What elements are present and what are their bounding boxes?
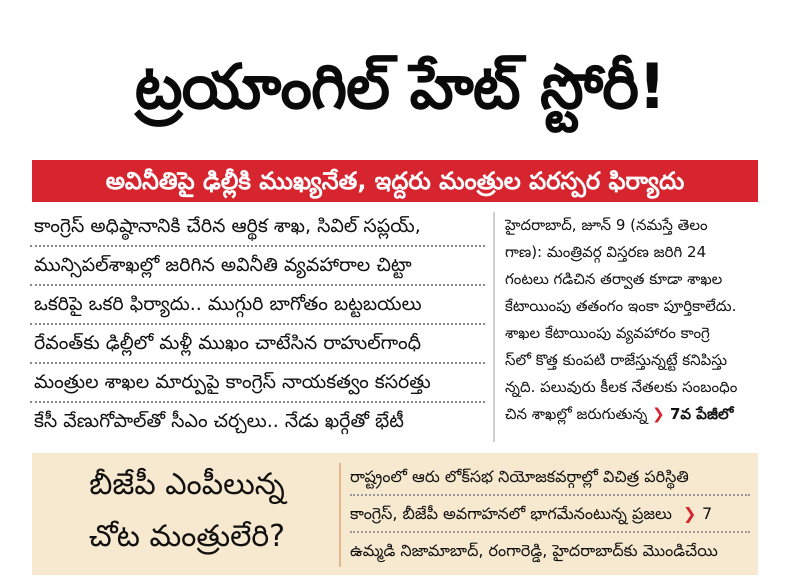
teaser-line: ఉమ్మడి నిజామాబాద్, రంగారెడ్డి, హైదరాబాద్‌కు మొండిచేయి: [350, 541, 718, 560]
page-ref-number: 7: [702, 504, 713, 523]
bullet-point: రేవంత్‌కు ఢిల్లీలో మళ్లీ ముఖం చాటేసిన రాహుల్‌గాంధీ: [30, 325, 485, 364]
story-line: గంటలు గడిచిన తర్వాత కూడా శాఖల: [505, 270, 723, 288]
sub-headline-banner: అవినీతిపై ఢిల్లీకి ముఖ్యనేత, ఇద్దరు మంత్రుల పరస్పర ఫిర్యాదు: [32, 160, 758, 202]
story-last-line: [505, 401, 771, 428]
teaser-title: [42, 459, 332, 563]
teaser-line: రాష్ట్రంలో ఆరు లోక్‌సభ నియోజకవర్గాల్లో విచిత్ర పరిస్థితి: [350, 459, 750, 496]
story-line: శాఖల కేటాయింపు వ్యవహారం కాంగ్రె: [505, 324, 710, 342]
story-line: కేటాయింపు తతంగం ఇంకా పూర్తికాలేదు.: [505, 297, 737, 315]
bullet-point: ఒకరిపై ఒకరి ఫిర్యాదు.. ముగ్గురి బాగోతం బట్టబయలు: [30, 286, 485, 325]
bullet-point: మంత్రుల శాఖల మార్పుపై కాంగ్రెస్ నాయకత్వం కసరత్తు: [30, 364, 485, 403]
story-line: న్నది. పలువురు కీలక నేతలకు సంబంధిం: [505, 378, 738, 396]
headline: ట్రయాంగిల్ హేట్ స్టోరీ!: [134, 50, 666, 123]
teaser-title-line: చోట మంత్రులేరి?: [88, 519, 286, 554]
continued-ref: [652, 405, 733, 423]
continued-page: 7వ పేజీలో: [669, 405, 734, 423]
story-line: స్‌లో కొత్త కుంపటి రాజేస్తున్నట్టే కనిపిస్తు: [505, 351, 728, 369]
story-column: [505, 212, 771, 428]
bullet-list: [30, 208, 485, 440]
bullet-point: కాంగ్రెస్ అధిష్ఠానానికి చేరిన ఆర్థిక శాఖ, సివిల్ సప్లయ్,: [30, 208, 485, 247]
teaser-lines: [350, 459, 750, 568]
story-line: గాణ): మంత్రివర్గ విస్తరణ జరిగి 24: [505, 243, 707, 261]
teaser-line-with-ref: [350, 496, 750, 533]
teaser-line: కాంగ్రెస్, బీజేపీ అవగాహనలో భాగమేనంటున్న ప్రజలు: [350, 504, 672, 523]
teaser-divider: [339, 463, 341, 567]
bullet-point: మున్సిపల్‌శాఖల్లో జరిగిన అవినీతి వ్యవహారాల చిట్టా: [30, 247, 485, 286]
teaser-box: [32, 453, 758, 575]
page-ref: ❯ 7: [683, 504, 713, 523]
column-divider: [493, 212, 495, 442]
story-line: చిన శాఖల్లో జరుగుతున్న: [505, 405, 648, 423]
arrow-right-icon: ❯: [652, 405, 665, 423]
bullet-point: కేసీ వేణుగోపాల్‌తో సీఎం చర్చలు.. నేడు ఖర్గేతో భేటీ: [34, 410, 404, 432]
story-line: హైదరాబాద్, జూన్ 9 (నమస్తే తెలం: [505, 216, 708, 234]
teaser-title-line: బీజేపీ ఎంపీలున్న: [89, 467, 285, 502]
